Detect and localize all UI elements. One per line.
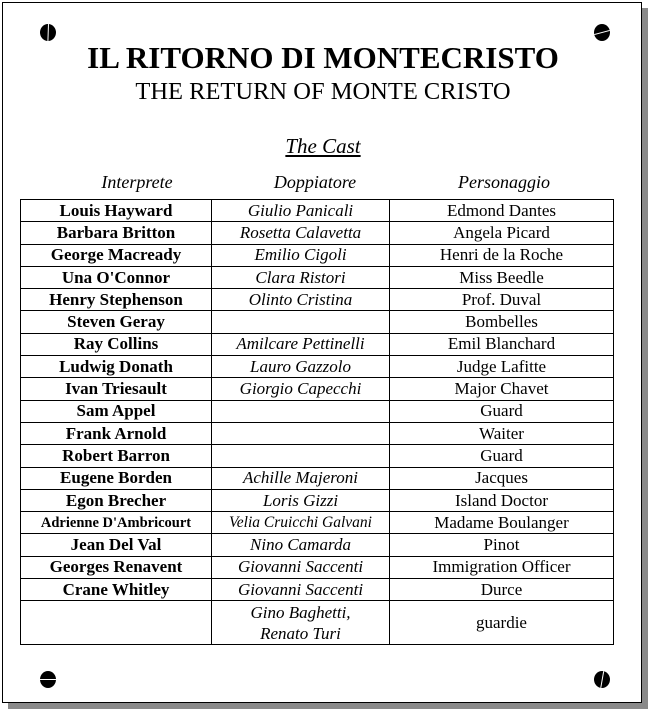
cell-doppiatore: Giorgio Capecchi (212, 378, 390, 400)
screw-icon (594, 24, 610, 41)
cell-interprete: George Macready (21, 244, 212, 266)
document-title: IL RITORNO DI MONTECRISTO (87, 40, 559, 75)
table-row (21, 244, 614, 266)
screw-icon (40, 671, 56, 688)
cell-personaggio: Guard (390, 400, 614, 422)
table-row (21, 489, 614, 511)
cell-personaggio: Major Chavet (390, 378, 614, 400)
cell-personaggio: Bombelles (390, 311, 614, 333)
cell-interprete: Georges Renavent (21, 556, 212, 578)
table-row (21, 266, 614, 288)
table-row (21, 333, 614, 355)
cell-doppiatore: Giovanni Saccenti (212, 556, 390, 578)
cell-doppiatore (212, 422, 390, 444)
table-row (21, 400, 614, 422)
table-row (21, 311, 614, 333)
cell-doppiatore: Velia Cruicchi Galvani (212, 512, 390, 534)
cell-interprete: Ludwig Donath (21, 356, 212, 378)
table-row (21, 445, 614, 467)
table-row (21, 467, 614, 489)
table-row (21, 534, 614, 556)
table-row (21, 579, 614, 601)
cast-table (20, 199, 614, 645)
cell-doppiatore: Emilio Cigoli (212, 244, 390, 266)
cell-personaggio: Edmond Dantes (390, 200, 614, 222)
cell-personaggio: Angela Picard (390, 222, 614, 244)
section-heading-text: The Cast (285, 134, 361, 158)
cell-personaggio: Waiter (390, 422, 614, 444)
cell-personaggio: Immigration Officer (390, 556, 614, 578)
cell-personaggio: Madame Boulanger (390, 512, 614, 534)
cell-doppiatore (212, 400, 390, 422)
table-row (21, 422, 614, 444)
cell-interprete: Louis Hayward (21, 200, 212, 222)
cell-personaggio: guardie (390, 601, 614, 645)
cell-personaggio: Prof. Duval (390, 289, 614, 311)
column-header-personaggio: Personaggio (458, 172, 550, 192)
cell-doppiatore: Olinto Cristina (212, 289, 390, 311)
cell-doppiatore: Giovanni Saccenti (212, 579, 390, 601)
cell-doppiatore (212, 601, 390, 645)
table-row (21, 556, 614, 578)
cell-interprete: Adrienne D'Ambricourt (21, 512, 212, 534)
cell-doppiatore-line: Renato Turi (260, 623, 341, 643)
cell-interprete: Robert Barron (21, 445, 212, 467)
cell-doppiatore: Giulio Panicali (212, 200, 390, 222)
column-header-doppiatore: Doppiatore (273, 172, 357, 192)
plate-shadow-right (642, 8, 648, 708)
screw-icon (594, 671, 610, 688)
cell-personaggio: Guard (390, 445, 614, 467)
cell-personaggio: Jacques (390, 467, 614, 489)
cell-interprete: Egon Brecher (21, 489, 212, 511)
cell-interprete: Ray Collins (21, 333, 212, 355)
cell-personaggio: Emil Blanchard (390, 333, 614, 355)
section-heading (3, 133, 643, 159)
cell-interprete: Sam Appel (21, 400, 212, 422)
plate-shadow-bottom (8, 703, 648, 709)
cell-interprete: Barbara Britton (21, 222, 212, 244)
cell-interprete: Henry Stephenson (21, 289, 212, 311)
cell-interprete: Eugene Borden (21, 467, 212, 489)
cell-doppiatore: Achille Majeroni (212, 467, 390, 489)
cell-doppiatore (212, 311, 390, 333)
cell-interprete: Frank Arnold (21, 422, 212, 444)
cell-personaggio: Miss Beedle (390, 266, 614, 288)
table-row (21, 222, 614, 244)
cell-personaggio: Judge Lafitte (390, 356, 614, 378)
table-row (21, 512, 614, 534)
cell-personaggio: Island Doctor (390, 489, 614, 511)
column-header-interprete: Interprete (101, 172, 173, 192)
cell-interprete: Jean Del Val (21, 534, 212, 556)
cell-interprete (21, 601, 212, 645)
document-subtitle: THE RETURN OF MONTE CRISTO (135, 78, 511, 105)
cell-personaggio: Pinot (390, 534, 614, 556)
cell-doppiatore-line: Gino Baghetti, (250, 602, 351, 622)
cell-interprete: Ivan Triesault (21, 378, 212, 400)
cell-doppiatore: Rosetta Calavetta (212, 222, 390, 244)
cell-interprete: Steven Geray (21, 311, 212, 333)
cell-doppiatore: Lauro Gazzolo (212, 356, 390, 378)
table-row (21, 356, 614, 378)
table-row (21, 601, 614, 645)
cell-personaggio: Durce (390, 579, 614, 601)
cell-doppiatore: Amilcare Pettinelli (212, 333, 390, 355)
cell-doppiatore: Nino Camarda (212, 534, 390, 556)
cell-doppiatore: Loris Gizzi (212, 489, 390, 511)
cell-doppiatore (212, 445, 390, 467)
cell-doppiatore: Clara Ristori (212, 266, 390, 288)
table-row (21, 289, 614, 311)
cell-interprete: Crane Whitley (21, 579, 212, 601)
screw-icon (40, 24, 56, 41)
cell-personaggio: Henri de la Roche (390, 244, 614, 266)
table-row (21, 200, 614, 222)
table-row (21, 378, 614, 400)
cell-interprete: Una O'Connor (21, 266, 212, 288)
